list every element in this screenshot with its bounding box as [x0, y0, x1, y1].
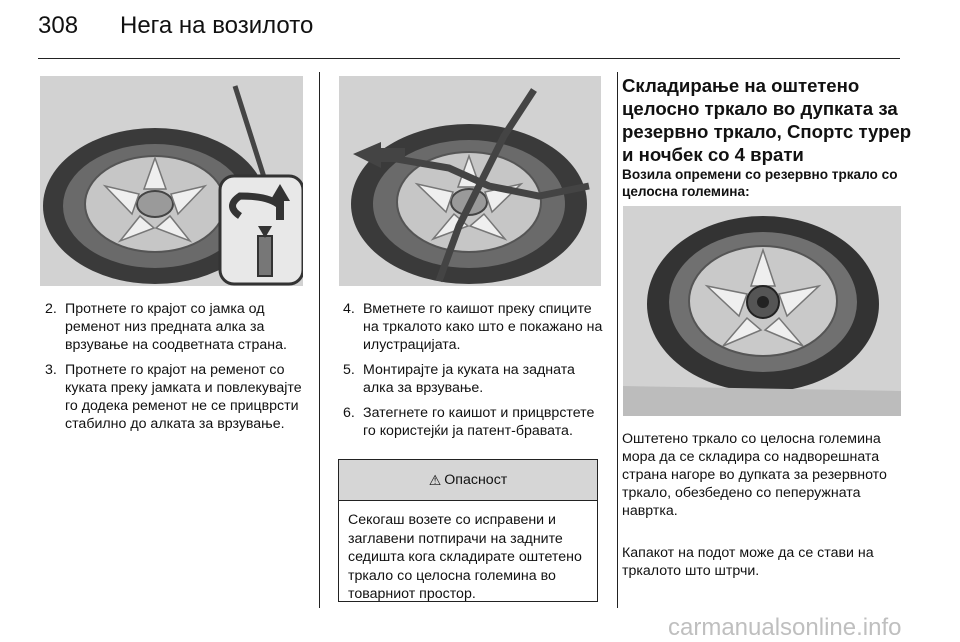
step-number: 5.: [343, 362, 355, 378]
step-number: 2.: [45, 301, 57, 317]
page-number: 308: [38, 12, 79, 39]
warning-header: [339, 460, 597, 501]
paragraph-floor-cover: Капакот на подот може да се стави на тркалото што штрчи.: [622, 545, 874, 579]
section-subtitle: Возила опремени со резервно тркало со целосна големина:: [622, 167, 898, 199]
page-header-title: Нега на возилото: [120, 12, 314, 39]
watermark: carmanualsonline.info: [668, 614, 902, 641]
column-divider-1: [319, 72, 320, 608]
warning-text: Секогаш возете со исправени и заглавени потпирачи на задните седишта кога складирате оштетено тркало со целосна големина во товарниот простор.: [348, 512, 582, 602]
list-item: [343, 300, 606, 354]
list-item: [45, 361, 305, 433]
list-item: [343, 404, 606, 440]
list-item: [343, 361, 606, 397]
steps-list-column2: [343, 300, 606, 447]
step-text: Затегнете го каишот и прицврстете го користејќи ја патент-бравата.: [363, 405, 595, 439]
step-text: Вметнете го каишот преку спиците на тркалото како што е покажано на илустрацијата.: [363, 301, 603, 353]
step-text: Протнете го крајот со јамка од ременот низ предната алка за врзување на соодветната страна.: [65, 301, 287, 353]
step-number: 6.: [343, 405, 355, 421]
figure-strap-loop: [40, 76, 303, 286]
figure-strap-spokes: [339, 76, 601, 286]
warning-title: Опасност: [444, 472, 508, 488]
column-divider-2: [617, 72, 618, 608]
step-number: 4.: [343, 301, 355, 317]
step-text: Протнете го крајот на ременот со куката преку јамката и повлекувајте го додека ременот не се прицврсти стабилно до алката за врзување.: [65, 362, 302, 432]
step-number: 3.: [45, 362, 57, 378]
warning-triangle-icon: ⚠: [428, 471, 442, 488]
steps-list-column1: [45, 300, 305, 440]
figure-spare-well: [623, 206, 901, 416]
paragraph-storage: Оштетено тркало со целосна големина мора да се складира со надворешната страна нагоре во дупката за резервното тркало, обезбедено со пеперужната навртка.: [622, 431, 887, 519]
list-item: [45, 300, 305, 354]
warning-box: [338, 459, 598, 602]
step-text: Монтирајте ја куката на задната алка за врзување.: [363, 362, 575, 396]
header-rule: [38, 58, 900, 59]
section-title: Складирање на оштетено целосно тркало во дупката за резервно тркало, Спортс турер и ночбек со 4 врати: [622, 75, 912, 165]
